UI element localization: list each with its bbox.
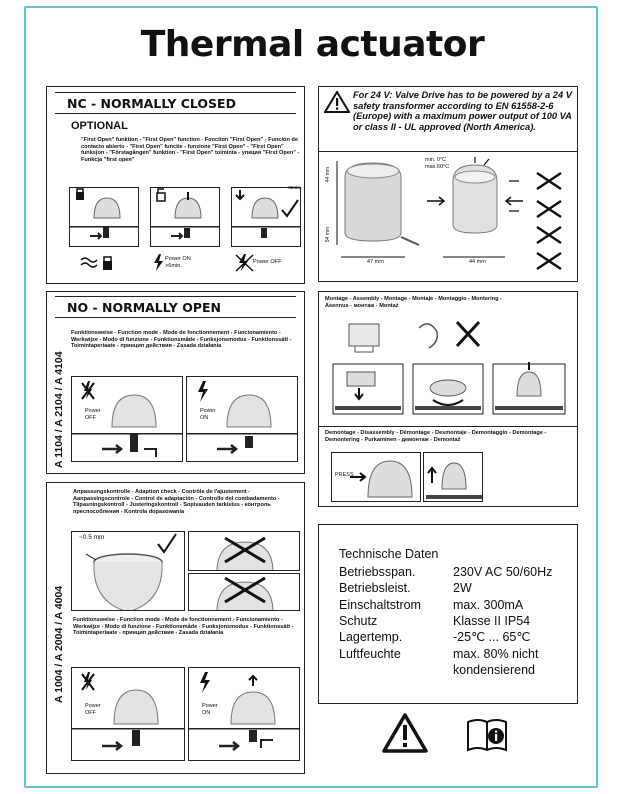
tech-title: Technische Daten [339,547,439,561]
dim-height-label: 44 mm [325,167,331,183]
warning-panel [318,86,578,282]
adapt-check-text: Anpassungskontrolle - Adaption check - Contrôle de l'ajustement - Aanpassingscontrole - Control de adaptación - Controllo del combadamento - Tilpasningskontroll - Justeringskontroll - Sopivauden tarkistus - контроль преспособления - Kontrola dopasowania [73,489,280,515]
warning-triangle-icon [382,712,428,754]
tech-row-value: kondensierend [453,662,536,677]
press-label: PRESS [335,472,354,478]
warning-triangle-small-icon [324,91,350,113]
nc-optional-label: OPTIONAL [71,120,128,132]
no-function-mode-text: Funktionsweise - Function mode - Mode de fonctionnement - Funcionamiento - Werkwijze - Modo di funzione - Funktionsmåde - Funksjonsmodus - Funktionssätt - Toimintaperiaate - принцип действия - Zasada działania [71,330,292,349]
assembly-divider [319,426,577,427]
assembly-panel [318,291,578,507]
tech-row-value: max. 80% nicht [453,646,539,661]
tech-row-label: Betriebsspan. [339,565,416,579]
warning-divider [319,151,577,152]
temp-max-label: max.60°C [425,164,450,170]
adapt-power-off-label: Power OFF [85,703,101,716]
adapt-bad-diagram-2 [189,574,300,611]
no-power-off-label: Power OFF [85,408,101,421]
warning-text: For 24 V: Valve Drive has to be powered by a 24 V safety transformer according to EN 61558-2-6 (Europe) with a maximum power output of 100 VA or class II - UL approved (North America). [353,90,572,132]
nc-min-label: <6min. [287,185,302,190]
nc-state-box-2 [150,187,220,247]
no-header: NO - NORMALLY OPEN [55,296,296,318]
adapt-function-mode-text: Funktionsweise - Function mode - Mode de fonctionnement - Funcionamiento - Werkwijze - Modo di funzione - Funktionsmåde - Funksjonsmodus - Funktionssätt - Toimintaperiaate - принцип действия - Zasada działania [73,617,294,636]
dim-height2-label: 54 mm [325,227,331,243]
tech-row-value: Klasse II IP54 [453,613,531,628]
assembly-header: Montage - Assembly - Montage - Montaje - Montaggio - Montering - Asennus - монтаж - Montaż [325,296,502,309]
tech-row-label: Luftfeuchte [339,646,401,661]
no-model-numbers: A 1104 / A 2104 / A 4104 [53,351,65,468]
adapt-gap-diagram [72,532,185,611]
disassembly-box-2 [423,452,483,502]
manual-info-icon [464,716,510,754]
nc-actuator-diagram-3 [232,188,301,247]
tech-row-value: 230V AC 50/60Hz [453,565,553,579]
nc-power-on-label: Power ON [165,256,191,262]
nc-state-box-3 [231,187,301,247]
nc-header: NC - NORMALLY CLOSED [55,92,296,114]
adapt-power-on-label: Power ON [202,703,218,716]
nc-first-open-text: "First Open" funktion - "First Open" function - Fonction "First Open" - Función de contacto abierto - "First Open" functie - funzione "First Open" - "First Open" funksjon - "Förstagången" funktion - "First Open" toiminta - упкция "First Open" - Funkcja "first open" [81,137,300,163]
adapt-ok-box [71,531,185,611]
adapt-bad-box-2 [188,573,300,611]
disassembly-header: Demontage - Disassembly - Démontage - Desmontaje - Demontaggio - Demontage - Demontering - Purkaminen - демонтаж - Demontaż [325,430,547,443]
disassembly-lift-diagram [424,453,483,502]
dim-width2-label: 44 mm [469,259,486,265]
adapt-bad-diagram-1 [189,532,300,571]
page-title: Thermal actuator [140,24,485,65]
assembly-diagram [329,316,569,426]
nc-actuator-diagram-2 [151,188,220,247]
tech-row-label: Betriebsleist. [339,581,411,596]
tech-data-panel [318,524,578,704]
no-panel [46,291,305,474]
tech-row-value: -25℃ ... 65℃ [453,630,531,645]
tech-row-value: 2W [453,581,472,596]
tech-row-label: Einschaltstrom [339,597,421,612]
nc-power-on-sub: >6min. [165,263,182,269]
nc-state-box-1 [69,187,139,247]
approx-lock-icon [79,253,139,273]
tech-row-label: Lagertemp. [339,630,403,645]
adapt-model-numbers: A 1004 / A 2004 / A 4004 [53,585,65,703]
nc-panel [46,86,305,284]
adaption-panel [46,482,305,774]
adapt-bad-box-1 [188,531,300,571]
dim-width-label: 47 mm [367,259,384,265]
nc-actuator-diagram-1 [70,188,139,247]
nc-power-off-label: Power OFF [253,259,282,265]
temp-min-label: min. 0°C [425,157,447,163]
crossed-positions-icons [531,165,571,275]
tech-row-label: Schutz [339,613,378,628]
tech-row-value: max. 300mA [453,597,524,612]
power-off-bolt-icon [235,253,255,273]
no-power-on-label: Power ON [200,408,216,421]
adapt-gap-label: ~0.5 mm [79,534,105,541]
